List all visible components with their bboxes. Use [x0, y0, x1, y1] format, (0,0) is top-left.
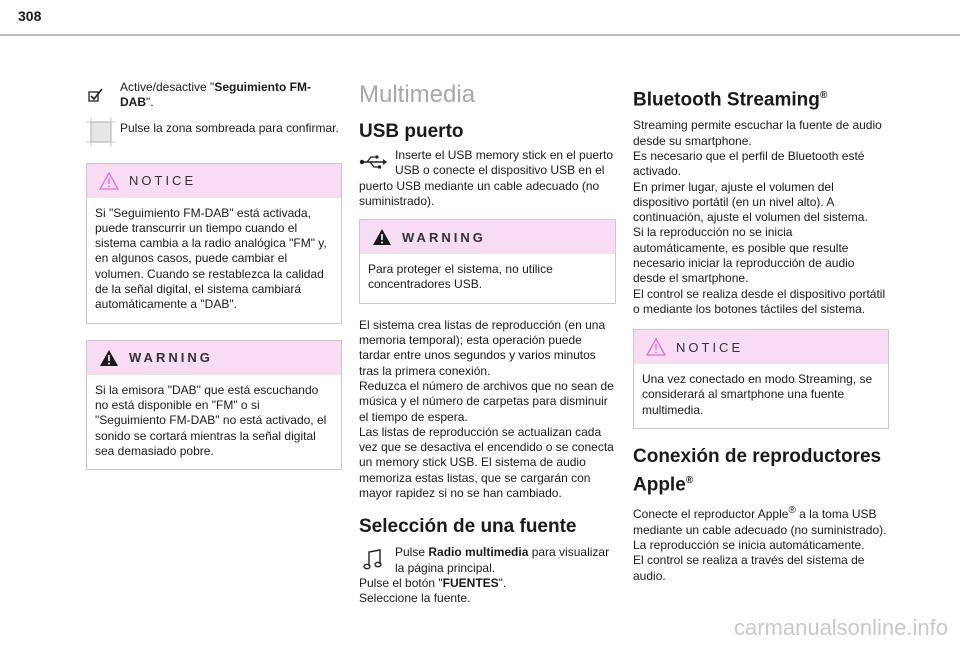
source-heading: Selección de una fuente	[359, 516, 577, 538]
usb-icon	[359, 148, 395, 178]
apple-line: El control se realiza a través del sistema de audio.	[633, 553, 865, 583]
column-right	[633, 80, 889, 584]
footer-watermark: carmanualsonline.info	[733, 615, 948, 640]
notice-title: NOTICE	[129, 173, 197, 189]
notice-icon	[99, 172, 119, 190]
warning-box-usb	[359, 219, 616, 304]
fm-dab-row	[86, 80, 342, 111]
column-middle	[359, 80, 616, 607]
warning-icon	[372, 228, 392, 246]
usb-text: Inserte el USB memory stick en el puerto USB o conecte el dispositivo USB en el puerto USB mediante un cable adecuado (no suministrado).	[359, 148, 614, 208]
checkbox-icon	[86, 80, 104, 107]
warning-title: WARNING	[402, 229, 486, 245]
section-title: Multimedia	[359, 81, 476, 108]
shaded-zone-text: Pulse la zona sombreada para confirmar.	[120, 120, 339, 135]
usb-heading: USB puerto	[359, 121, 464, 142]
notice-header	[634, 330, 888, 364]
warning-text: Para proteger el sistema, no utilice concentradores USB.	[368, 262, 553, 292]
notice-text: Si "Seguimiento FM-DAB" está activada, puede transcurrir un tiempo cuando el sistema cambia a la radio analógica "FM" y, en algunos casos, puede cambiar el volumen. Cuando se restablezca la calidad de la señal digital, el sistema cambiará automáticamente a "DAB".	[95, 205, 327, 312]
update-text: Las listas de reproducción se actualizan cada vez que se desactiva el encendido o se conecta un memory stick USB. El sistema de audio memoriza estas listas, que se cargarán con mayor rapidez si no se han cambiado.	[359, 424, 614, 501]
shaded-zone-row	[86, 121, 342, 149]
warning-text: Si la emisora "DAB" que está escuchando no está disponible en "FM" o si "Seguimiento FM-DAB" no está activado, el sonido se cortará mientras la señal digital sea demasiado pobre.	[95, 382, 327, 458]
notice-box-streaming	[633, 329, 889, 429]
warning-header	[360, 220, 615, 254]
bluetooth-line: El control se realiza desde el dispositivo portátil o mediante los botones táctiles del sistema.	[633, 286, 886, 316]
warning-box-dab	[86, 340, 342, 470]
bluetooth-line: En primer lugar, ajuste el volumen del dispositivo portátil (en un nivel alto). A continuación, ajuste el volumen del sistema.	[633, 179, 868, 225]
shaded-zone-icon	[86, 121, 116, 152]
bluetooth-line: Streaming permite escuchar la fuente de audio desde su smartphone.	[633, 118, 882, 148]
apple-line: La reproducción se inicia automáticamente.	[633, 538, 865, 552]
notice-icon	[646, 338, 666, 356]
apple-connect-text: Conecte el reproductor Apple® a la toma USB mediante un cable adecuado (no suministrado).	[633, 505, 887, 537]
usb-row	[359, 148, 616, 209]
apple-heading: Conexión de reproductores Apple®	[633, 446, 882, 496]
notice-header	[87, 164, 341, 198]
bluetooth-line: Es necesario que el perfil de Bluetooth esté activado.	[633, 148, 865, 179]
column-left	[86, 80, 342, 470]
bluetooth-line: Si la reproducción no se inicia automáticamente, es posible que resulte necesario iniciar la reproducción de audio desde el smartphone.	[633, 225, 855, 286]
warning-header	[87, 341, 341, 375]
warning-icon	[99, 349, 119, 367]
reduce-text: Reduzca el número de archivos que no sean de música y el número de carpetas para disminuir el tiempo de espera.	[359, 378, 614, 424]
source-row	[359, 545, 616, 576]
header-divider	[0, 34, 960, 36]
page-number: 308	[18, 8, 42, 24]
fm-dab-text: Active/desactive "Seguimiento FM-DAB".	[120, 80, 311, 110]
warning-title: WARNING	[129, 350, 213, 366]
notice-box-fm	[86, 163, 342, 324]
source-press-text: Pulse Radio multimedia para visualizar la página principal.	[395, 545, 610, 575]
notice-text: Una vez conectado en modo Streaming, se considerará al smartphone una fuente multimedia.	[642, 372, 873, 417]
notice-title: NOTICE	[676, 339, 744, 355]
source-select-text: Seleccione la fuente.	[359, 591, 471, 606]
music-note-icon	[359, 545, 395, 575]
source-button-text: Pulse el botón "FUENTES".	[359, 575, 507, 590]
playlist-text: El sistema crea listas de reproducción (en una memoria temporal); esta operación puede tardar entre unos segundos y varios minutos tras la primera conexión.	[359, 317, 606, 378]
bluetooth-heading: Bluetooth Streaming®	[633, 89, 828, 111]
bluetooth-text	[633, 118, 889, 317]
apple-text	[633, 503, 889, 583]
